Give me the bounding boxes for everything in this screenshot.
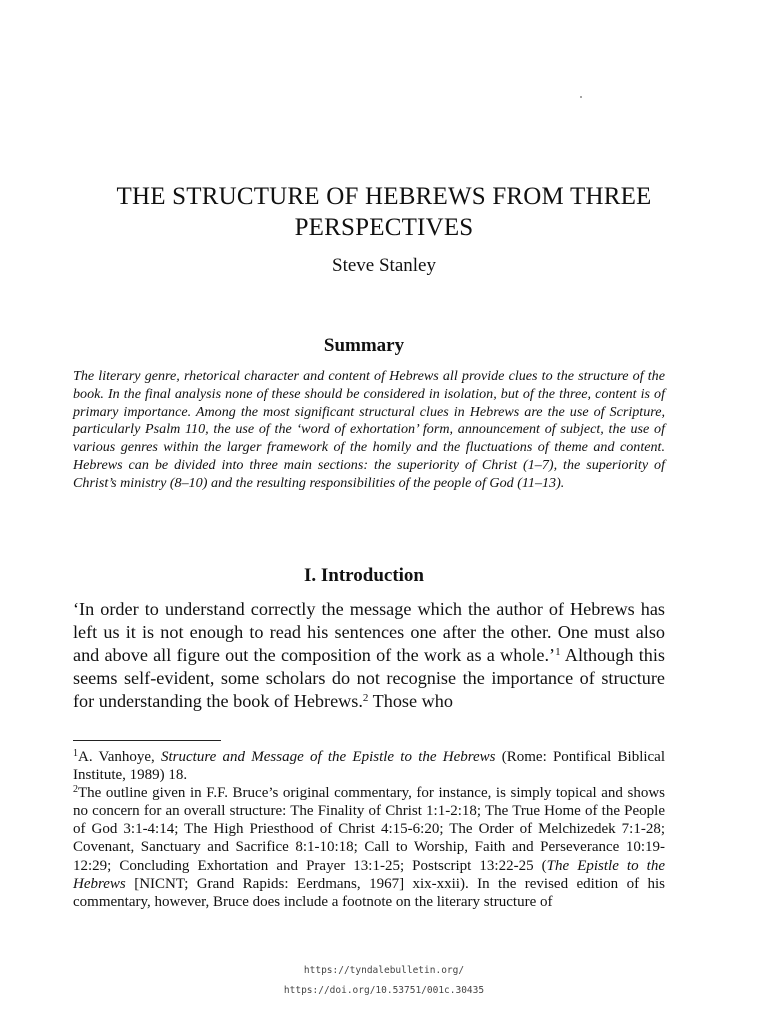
tyndale-bulletin-url[interactable]: https://tyndalebulletin.org/: [303, 965, 465, 976]
scan-speck: [580, 96, 582, 98]
footnote-2-marker: 2: [73, 784, 78, 796]
footnote-1-rest: (Rome: Pontifical Biblical Institute, 1989) 18.: [73, 749, 666, 784]
footnote-2: [73, 784, 665, 911]
title-line-2: PERSPECTIVES: [294, 214, 474, 241]
footnote-ref-2: 2: [362, 691, 369, 704]
footnote-2-text: The outline given in F.F. Bruce’s original commentary, for instance, is simply topical and shows no concern for an overall structure: The Finality of Christ 1:1-2:18; The True Home of the People of God 3:1-4:14; The High Priesthood of Christ 4:15-6:20; The Order of Melchizedek 7:1-28; Covenant, Sanctuary and Sacrifice 8:1-10:18; Call to Worship, Faith and Perseverance 10:19-12:29; Concluding Exhortation and Prayer 13:1-25; Postscript 13:22-25 (: [73, 785, 665, 874]
footnote-2-rest: [NICNT; Grand Rapids: Eerdmans, 1967] xix-xxii). In the revised edition of his commentary, however, Bruce does include a footnote on the literary structure of: [73, 875, 665, 910]
summary-text: The literary genre, rhetorical character and content of Hebrews all provide clues to the structure of the book. In the final analysis none of these should be considered in isolation, but of the three, content is of primary importance. Among the most significant structural clues in Hebrews are the use of Scripture, particularly Psalm 110, the use of the ‘word of exhortation’ form, announcement of subject, the use of various genres within the larger framework of the homily and the fluctuations of theme and content. Hebrews can be divided into three main sections: the superiority of Christ (1–7), the superiority of Christ’s ministry (8–10) and the resulting responsibilities of the people of God (11–13).: [73, 368, 665, 491]
summary-heading: Summary: [323, 335, 405, 356]
footnote-1: [73, 748, 665, 784]
footnotes: [73, 748, 665, 911]
introduction-heading: I. Introduction: [303, 565, 424, 586]
footnote-divider: [73, 740, 221, 741]
footnote-1-title: Structure and Message of the Epistle to the Hebrews: [161, 749, 496, 765]
intro-text-part-1: ‘In order to understand correctly the message which the author of Hebrews has left us it is not enough to read his sentences one after the other. One must also and above all figure out the composition of the work as a whole.’: [73, 599, 665, 665]
intro-text-part-3: Those who: [368, 690, 453, 711]
article-title: [60, 181, 708, 243]
footnote-1-author: A. Vanhoye,: [78, 749, 162, 765]
title-line-1: THE STRUCTURE OF HEBREWS FROM THREE: [116, 183, 652, 210]
footnote-2-title: The Epistle to the Hebrews: [73, 857, 665, 892]
footnote-ref-1: 1: [555, 645, 561, 658]
introduction-paragraph: [73, 598, 665, 713]
doi-url[interactable]: https://doi.org/10.53751/001c.30435: [283, 985, 485, 996]
author-name: Steve Stanley: [332, 255, 436, 276]
intro-text-part-2: Although this seems self-evident, some scholars do not recognise the importance of structure for understanding the book of Hebrews.: [73, 644, 665, 711]
footnote-1-marker: 1: [73, 748, 78, 759]
